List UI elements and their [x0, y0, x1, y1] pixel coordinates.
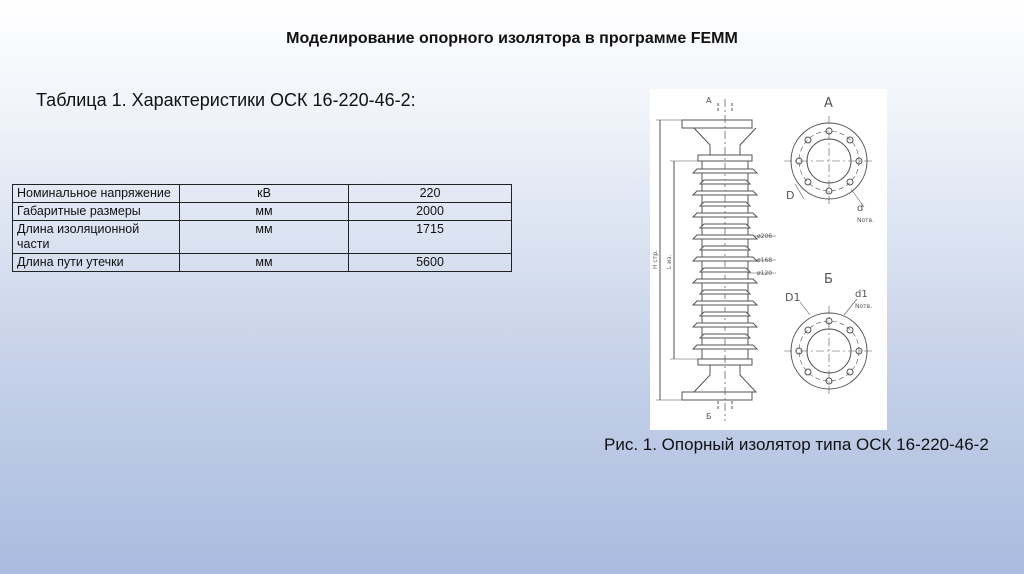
insulator-shed — [700, 202, 750, 206]
dim-small-d1-label: d1 — [855, 289, 868, 300]
table-cell: Длина изоляционной части — [13, 221, 180, 254]
dim-120-label: ø120 — [757, 270, 773, 277]
view-a-flange — [784, 116, 874, 207]
table-cell: 5600 — [349, 254, 512, 272]
insulator-shed — [700, 312, 750, 316]
insulator-drawing — [650, 89, 887, 430]
table-cell: мм — [180, 254, 349, 272]
table-cell: 1715 — [349, 221, 512, 254]
table-cell: Длина пути утечки — [13, 254, 180, 272]
dim-206-label: ø206 — [757, 233, 773, 240]
insulator-shed — [693, 323, 757, 327]
dim-small-d-label: d — [857, 203, 864, 214]
height-label: H стр. — [652, 250, 659, 269]
insulator-shed — [693, 191, 757, 195]
insulator-shed — [693, 345, 757, 349]
table-row — [13, 203, 512, 221]
insulator-shed — [693, 257, 757, 261]
table-cell: мм — [180, 221, 349, 254]
table-row — [13, 254, 512, 272]
insulator-shed — [700, 246, 750, 250]
slide-title: Моделирование опорного изолятора в программе FEMM — [286, 30, 738, 47]
insulator-shed — [700, 268, 750, 272]
view-b-label: Б — [824, 272, 833, 287]
dim-d1-label: D1 — [785, 291, 801, 304]
table-row — [13, 185, 512, 203]
length-label: L из. — [666, 254, 673, 269]
insulator-shed — [693, 213, 757, 217]
table-row — [13, 221, 512, 254]
insulator-shed — [693, 169, 757, 173]
insulator-shed — [700, 290, 750, 294]
table-cell: 220 — [349, 185, 512, 203]
table-cell: Габаритные размеры — [13, 203, 180, 221]
section-mark-b-bottom: Б — [706, 412, 712, 421]
holes-note-b: Nотв. — [855, 303, 873, 310]
specs-table — [12, 184, 512, 272]
view-b-flange — [784, 299, 874, 396]
insulator-shed — [700, 180, 750, 184]
insulator-drawing-svg — [650, 89, 887, 430]
table-cell: Номинальное напряжение — [13, 185, 180, 203]
table-cell: кВ — [180, 185, 349, 203]
table-caption: Таблица 1. Характеристики ОСК 16-220-46-2: — [36, 90, 416, 110]
insulator-shed — [700, 224, 750, 228]
section-mark-a-top: A — [706, 96, 712, 105]
view-a-label: A — [824, 96, 833, 111]
table-cell: мм — [180, 203, 349, 221]
insulator-shed — [693, 235, 757, 239]
dim-d-label: D — [786, 189, 795, 202]
insulator-shed — [693, 301, 757, 305]
insulator-shed — [700, 334, 750, 338]
table-cell: 2000 — [349, 203, 512, 221]
holes-note-a: Nотв. — [857, 217, 875, 224]
dim-168-label: ø168 — [757, 257, 773, 264]
figure-caption: Рис. 1. Опорный изолятор типа ОСК 16-220-46-2 — [604, 435, 989, 454]
insulator-shed — [693, 279, 757, 283]
